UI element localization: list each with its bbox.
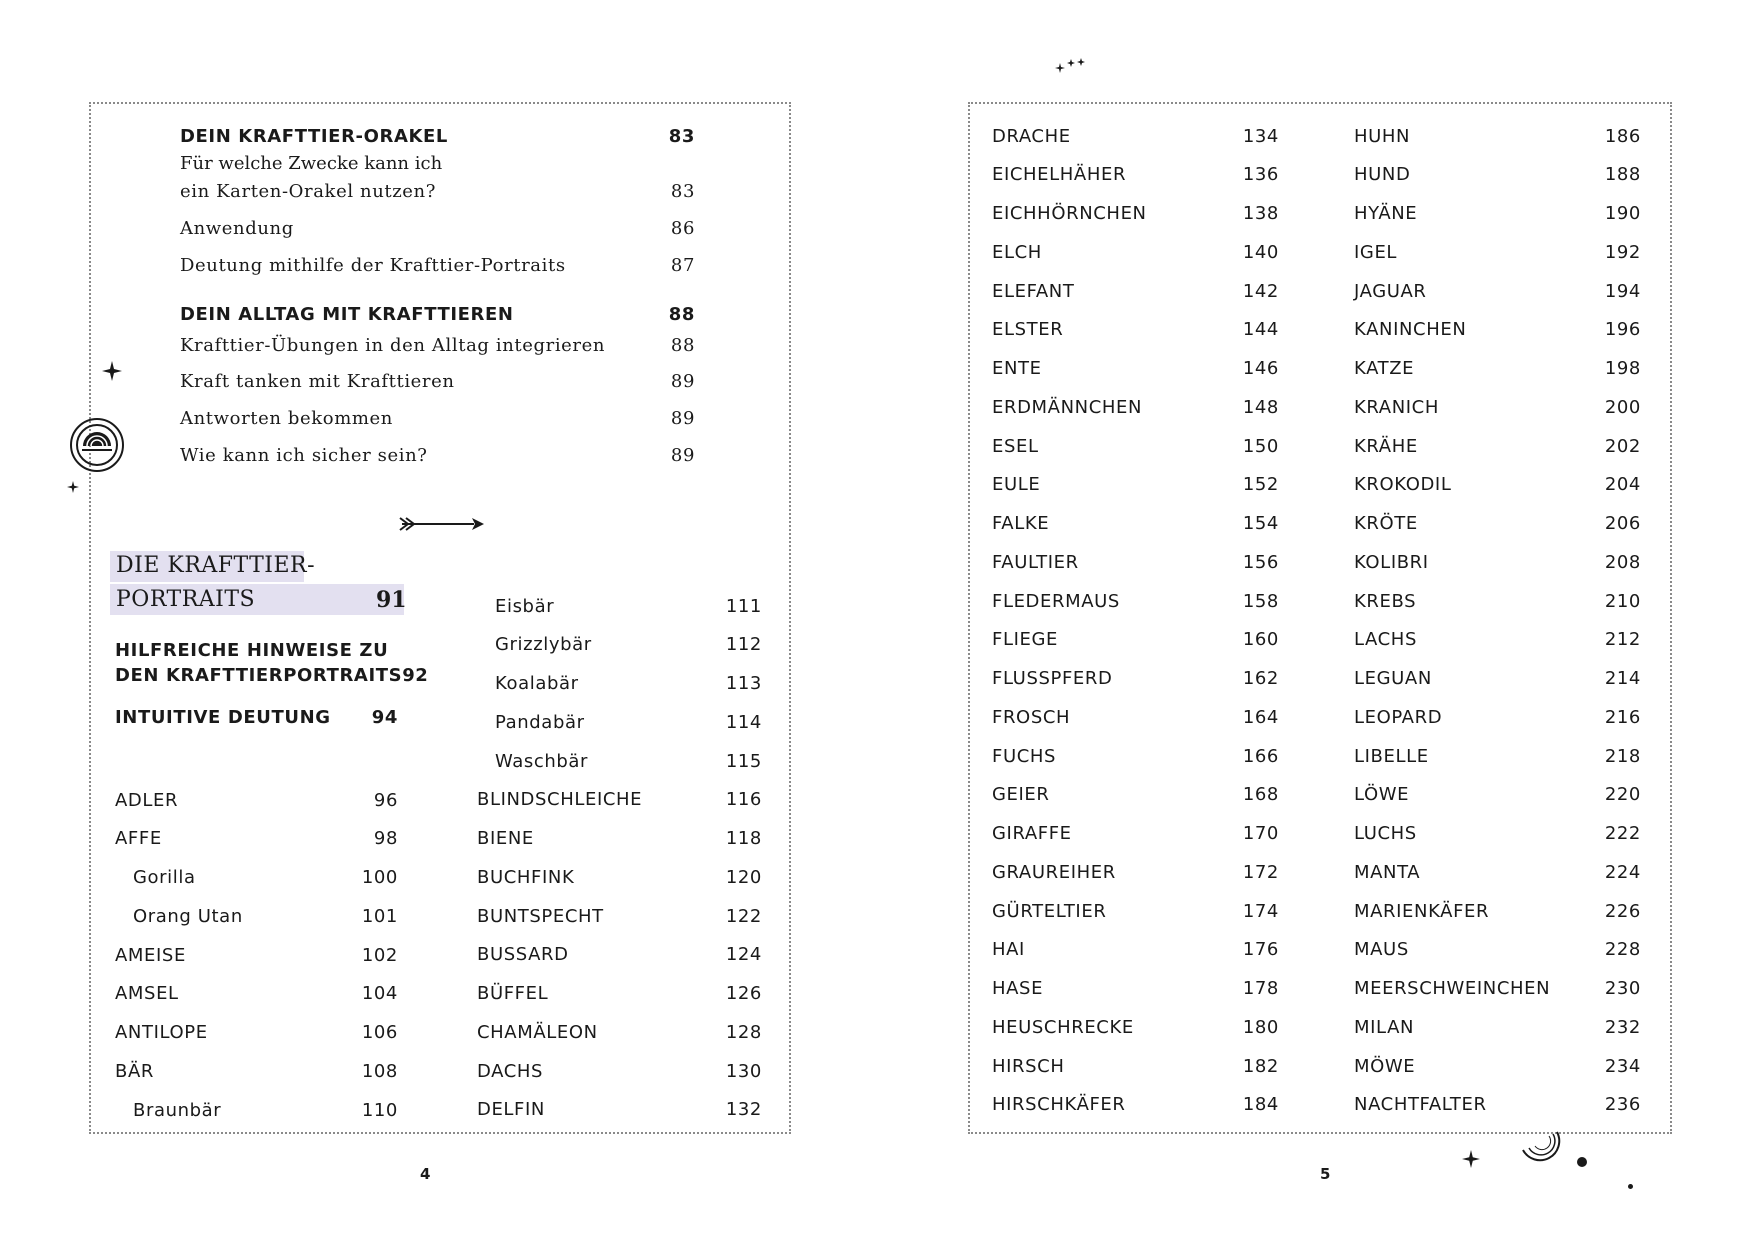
entry-label: BUCHFINK (477, 866, 575, 888)
entry-page: 162 (1242, 668, 1279, 689)
entry-label: Orang Utan (133, 905, 243, 927)
entry-page: 134 (1242, 125, 1279, 147)
entry-page: 138 (1242, 203, 1279, 224)
entry-label: GEIER (992, 784, 1050, 806)
index-entry[interactable] (992, 702, 1279, 732)
entry-page: 136 (1242, 164, 1279, 186)
heading-label: INTUITIVE DEUTUNG (115, 706, 331, 728)
entry-label: HIRSCH (992, 1055, 1065, 1077)
index-entry[interactable] (992, 237, 1279, 267)
entry-page: 158 (1242, 590, 1279, 612)
entry-label: KREBS (1354, 590, 1417, 612)
entry-label: AMSEL (115, 983, 179, 1005)
toc-heading-alltag[interactable] (180, 299, 695, 329)
toc-heading-hinweise[interactable] (115, 660, 429, 690)
index-entry[interactable] (1354, 392, 1641, 422)
heading-page: 92 (402, 664, 429, 686)
entry-page: 83 (670, 180, 695, 202)
entry-page: 174 (1242, 900, 1279, 922)
page-number-left: 4 (420, 1165, 431, 1183)
index-entry[interactable] (1354, 431, 1641, 461)
index-entry[interactable] (1354, 276, 1641, 306)
entry-page: 140 (1242, 241, 1279, 263)
portraits-title-line2[interactable]: PORTRAITS (116, 587, 256, 612)
index-entry[interactable] (495, 630, 762, 660)
heading-page: 94 (371, 706, 398, 728)
entry-label: DELFIN (477, 1099, 545, 1121)
entry-label: EICHELHÄHER (992, 164, 1127, 186)
entry-label: KROKODIL (1354, 474, 1452, 496)
entry-page: 104 (361, 983, 398, 1005)
index-entry[interactable] (992, 1090, 1279, 1120)
entry-page: 226 (1604, 900, 1641, 922)
index-entry[interactable] (133, 901, 398, 931)
entry-page: 230 (1604, 978, 1641, 999)
entry-label: FLIEGE (992, 629, 1058, 651)
index-entry[interactable] (495, 591, 762, 621)
index-entry[interactable] (992, 1012, 1279, 1042)
entry-label: Pandabär (495, 711, 585, 733)
index-entry[interactable] (115, 940, 398, 970)
entry-label: MEERSCHWEINCHEN (1354, 978, 1551, 999)
entry-label: LEGUAN (1354, 668, 1432, 689)
entry-page: 206 (1604, 513, 1641, 534)
entry-label: BLINDSCHLEICHE (477, 789, 643, 811)
entry-label: BIENE (477, 828, 534, 849)
index-entry[interactable] (1354, 1090, 1641, 1120)
index-entry[interactable] (477, 979, 762, 1009)
entry-page: 178 (1242, 978, 1279, 999)
toc-entry-zwecke[interactable] (180, 176, 695, 206)
entry-label: AMEISE (115, 944, 186, 966)
entry-page: 236 (1604, 1094, 1641, 1116)
heading-page: 88 (668, 303, 695, 325)
entry-label: LACHS (1354, 629, 1417, 651)
entry-page: 98 (373, 828, 398, 850)
toc-heading-deutung[interactable] (115, 702, 398, 732)
index-entry[interactable] (477, 862, 762, 892)
entry-page: 124 (725, 944, 762, 966)
index-entry[interactable] (495, 746, 762, 776)
page-number-right: 5 (1320, 1165, 1331, 1183)
crescent-moon-icon (1515, 1120, 1561, 1166)
toc-entry-alltag-3[interactable] (180, 403, 695, 433)
entry-label: HYÄNE (1354, 203, 1418, 224)
index-entry[interactable] (992, 741, 1279, 771)
index-entry[interactable] (992, 935, 1279, 965)
entry-page: 89 (670, 444, 695, 466)
entry-label: KRÄHE (1354, 435, 1418, 457)
entry-page: 132 (725, 1099, 762, 1121)
entry-page: 120 (725, 866, 762, 888)
index-entry[interactable] (1354, 315, 1641, 345)
toc-entry-alltag-1[interactable] (180, 330, 695, 360)
index-entry[interactable] (1354, 896, 1641, 926)
dot-icon (1577, 1157, 1587, 1167)
entry-page: 188 (1604, 164, 1641, 186)
index-entry[interactable] (1354, 1051, 1641, 1081)
entry-label: FROSCH (992, 706, 1071, 728)
entry-page: 220 (1604, 784, 1641, 806)
entry-page: 110 (361, 1099, 398, 1121)
index-entry[interactable] (115, 824, 398, 854)
entry-page: 89 (670, 407, 695, 429)
portraits-title-line1[interactable]: DIE KRAFTTIER- (116, 553, 316, 578)
index-entry[interactable] (1354, 1012, 1641, 1042)
index-entry[interactable] (1354, 974, 1641, 1004)
index-entry[interactable] (477, 940, 762, 970)
spiral-seal-icon (68, 416, 126, 474)
index-entry[interactable] (992, 354, 1279, 384)
index-entry[interactable] (1354, 625, 1641, 655)
entry-label: ERDMÄNNCHEN (992, 396, 1143, 418)
entry-page: 106 (361, 1022, 398, 1043)
index-entry[interactable] (992, 547, 1279, 577)
index-entry[interactable] (992, 974, 1279, 1004)
index-entry[interactable] (992, 199, 1279, 229)
entry-label: Krafttier-Übungen in den Alltag integrieren (180, 334, 606, 356)
entry-label: KRÖTE (1354, 513, 1418, 534)
index-entry[interactable] (133, 863, 398, 893)
entry-page: 126 (725, 983, 762, 1004)
entry-label: HUND (1354, 164, 1411, 186)
entry-page: 114 (725, 711, 762, 733)
toc-entry-anwendung[interactable] (180, 213, 695, 243)
index-entry[interactable] (477, 901, 762, 931)
entry-label: MARIENKÄFER (1354, 900, 1490, 922)
entry-label: FLEDERMAUS (992, 590, 1120, 612)
entry-label: HAI (992, 939, 1025, 961)
entry-page: 89 (670, 370, 695, 392)
entry-label: MILAN (1354, 1016, 1415, 1038)
entry-page: 100 (361, 867, 398, 888)
index-entry[interactable] (1354, 470, 1641, 500)
index-entry[interactable] (1354, 586, 1641, 616)
entry-page: 115 (725, 750, 762, 772)
entry-page: 168 (1242, 784, 1279, 806)
toc-entry-deutung-mithilfe[interactable] (180, 250, 695, 280)
toc-entry-alltag-2[interactable] (180, 366, 695, 396)
entry-page: 212 (1604, 629, 1641, 651)
index-entry[interactable] (992, 509, 1279, 539)
toc-entry-label-line1: Für welche Zwecke kann ich (180, 153, 443, 174)
entry-label: ENTE (992, 358, 1042, 379)
arrow-icon (396, 514, 486, 534)
heading-label: DEIN KRAFTTIER-ORAKEL (180, 125, 449, 147)
index-entry[interactable] (1354, 664, 1641, 694)
index-entry[interactable] (1354, 741, 1641, 771)
entry-page: 172 (1242, 861, 1279, 883)
entry-label: EULE (992, 474, 1041, 496)
entry-label: BÜFFEL (477, 983, 549, 1004)
entry-label: BUNTSPECHT (477, 905, 604, 927)
index-entry[interactable] (1354, 121, 1641, 151)
entry-label: ESEL (992, 435, 1039, 457)
four-point-star-icon (67, 481, 79, 493)
index-entry[interactable] (1354, 509, 1641, 539)
four-point-star-icon (102, 361, 122, 381)
entry-page: 180 (1242, 1016, 1279, 1038)
index-entry[interactable] (115, 1056, 398, 1086)
index-entry[interactable] (477, 824, 762, 854)
index-entry[interactable] (992, 1051, 1279, 1081)
entry-label: KATZE (1354, 358, 1415, 379)
index-entry[interactable] (1354, 160, 1641, 190)
entry-label: BÄR (115, 1060, 154, 1082)
entry-page: 113 (725, 673, 762, 694)
entry-label: Kraft tanken mit Krafttieren (180, 370, 455, 392)
entry-label: GÜRTELTIER (992, 900, 1107, 922)
entry-label: HIRSCHKÄFER (992, 1094, 1126, 1116)
index-entry[interactable] (992, 470, 1279, 500)
entry-page: 182 (1242, 1055, 1279, 1077)
index-entry[interactable] (1354, 547, 1641, 577)
entry-label: MÖWE (1354, 1055, 1416, 1077)
index-entry[interactable] (477, 1017, 762, 1047)
index-entry[interactable] (992, 625, 1279, 655)
entry-page: 190 (1604, 203, 1641, 224)
entry-label: FAULTIER (992, 551, 1079, 573)
index-entry[interactable] (495, 669, 762, 699)
entry-page: 108 (361, 1060, 398, 1082)
entry-label: ein Karten-Orakel nutzen? (180, 180, 436, 202)
entry-page: 184 (1242, 1094, 1279, 1116)
index-entry[interactable] (477, 1095, 762, 1125)
index-entry[interactable] (133, 1095, 398, 1125)
index-entry[interactable] (1354, 702, 1641, 732)
entry-label: Braunbär (133, 1099, 222, 1121)
portraits-title-page: 91 (376, 587, 407, 613)
entry-label: KOLIBRI (1354, 551, 1429, 573)
index-entry[interactable] (992, 819, 1279, 849)
entry-label: Eisbär (495, 595, 555, 617)
entry-page: 112 (725, 634, 762, 656)
entry-page: 146 (1242, 358, 1279, 379)
entry-page: 164 (1242, 706, 1279, 728)
entry-page: 128 (725, 1021, 762, 1043)
entry-label: MANTA (1354, 861, 1421, 883)
entry-page: 148 (1242, 396, 1279, 418)
index-entry[interactable] (477, 785, 762, 815)
entry-page: 86 (670, 217, 695, 239)
index-entry[interactable] (1354, 935, 1641, 965)
index-entry[interactable] (992, 121, 1279, 151)
entry-page: 208 (1604, 551, 1641, 573)
entry-page: 152 (1242, 474, 1279, 496)
toc-heading-hinweise-line1: HILFREICHE HINWEISE ZU (115, 640, 389, 661)
entry-label: Waschbär (495, 750, 589, 772)
entry-page: 142 (1242, 280, 1279, 302)
index-entry[interactable] (992, 276, 1279, 306)
entry-label: HASE (992, 978, 1044, 999)
index-entry[interactable] (992, 315, 1279, 345)
entry-page: 192 (1604, 241, 1641, 263)
index-entry[interactable] (992, 896, 1279, 926)
entry-label: Gorilla (133, 867, 196, 888)
entry-page: 150 (1242, 435, 1279, 457)
entry-label: GRAUREIHER (992, 861, 1116, 883)
entry-label: Antworten bekommen (180, 407, 393, 429)
entry-page: 160 (1242, 629, 1279, 651)
entry-label: ELSTER (992, 319, 1064, 341)
index-entry[interactable] (992, 780, 1279, 810)
entry-label: DACHS (477, 1060, 544, 1082)
index-entry[interactable] (992, 431, 1279, 461)
entry-page: 144 (1242, 319, 1279, 341)
entry-page: 186 (1604, 125, 1641, 147)
entry-label: Koalabär (495, 673, 579, 694)
entry-page: 101 (361, 905, 398, 927)
entry-label: FALKE (992, 513, 1050, 534)
entry-page: 218 (1604, 745, 1641, 767)
entry-page: 202 (1604, 435, 1641, 457)
index-entry[interactable] (115, 979, 398, 1009)
toc-entry-alltag-4[interactable] (180, 440, 695, 470)
entry-label: ANTILOPE (115, 1022, 208, 1043)
entry-page: 210 (1604, 590, 1641, 612)
heading-label: DEN KRAFTTIERPORTRAITS (115, 664, 403, 686)
entry-page: 196 (1604, 319, 1641, 341)
entry-page: 170 (1242, 823, 1279, 844)
index-entry[interactable] (992, 664, 1279, 694)
index-entry[interactable] (1354, 857, 1641, 887)
entry-page: 96 (373, 789, 398, 811)
entry-page: 111 (725, 595, 762, 617)
entry-page: 198 (1604, 358, 1641, 379)
index-entry[interactable] (992, 160, 1279, 190)
entry-label: JAGUAR (1354, 280, 1427, 302)
entry-label: NACHTFALTER (1354, 1094, 1487, 1116)
entry-label: FLUSSPFERD (992, 668, 1113, 689)
index-entry[interactable] (1354, 819, 1641, 849)
entry-page: 234 (1604, 1055, 1641, 1077)
entry-label: Grizzlybär (495, 634, 592, 656)
index-entry[interactable] (115, 785, 398, 815)
entry-label: LUCHS (1354, 823, 1417, 844)
entry-label: Anwendung (180, 217, 294, 239)
entry-page: 156 (1242, 551, 1279, 573)
entry-page: 87 (670, 254, 695, 276)
entry-page: 224 (1604, 861, 1641, 883)
entry-label: LEOPARD (1354, 706, 1443, 728)
entry-page: 166 (1242, 745, 1279, 767)
entry-label: AFFE (115, 828, 162, 850)
entry-page: 228 (1604, 939, 1641, 961)
index-entry[interactable] (1354, 199, 1641, 229)
entry-page: 88 (670, 334, 695, 356)
index-entry[interactable] (992, 586, 1279, 616)
entry-page: 214 (1604, 668, 1641, 689)
index-entry[interactable] (477, 1056, 762, 1086)
index-entry[interactable] (992, 857, 1279, 887)
heading-page: 83 (668, 125, 695, 147)
dot-icon (1628, 1184, 1633, 1189)
entry-label: KANINCHEN (1354, 319, 1467, 341)
entry-label: IGEL (1354, 241, 1398, 263)
entry-label: CHAMÄLEON (477, 1021, 598, 1043)
entry-page: 102 (361, 944, 398, 966)
entry-label: DRACHE (992, 125, 1071, 147)
entry-page: 118 (725, 828, 762, 849)
entry-page: 194 (1604, 280, 1641, 302)
entry-page: 154 (1242, 513, 1279, 534)
entry-label: ELCH (992, 241, 1042, 263)
entry-label: Wie kann ich sicher sein? (180, 444, 428, 466)
entry-page: 216 (1604, 706, 1641, 728)
entry-label: ELEFANT (992, 280, 1075, 302)
entry-label: FUCHS (992, 745, 1057, 767)
entry-page: 176 (1242, 939, 1279, 961)
entry-label: ADLER (115, 789, 179, 811)
entry-page: 204 (1604, 474, 1641, 496)
entry-page: 130 (725, 1060, 762, 1082)
entry-label: MAUS (1354, 939, 1409, 961)
entry-label: LÖWE (1354, 784, 1410, 806)
toc-heading-orakel[interactable] (180, 121, 695, 151)
entry-label: HUHN (1354, 125, 1411, 147)
index-entry[interactable] (1354, 354, 1641, 384)
entry-page: 200 (1604, 396, 1641, 418)
four-point-star-icon (1462, 1150, 1480, 1168)
entry-page: 222 (1604, 823, 1641, 844)
entry-label: Deutung mithilfe der Krafttier-Portraits (180, 254, 566, 276)
heading-label: DEIN ALLTAG MIT KRAFTTIEREN (180, 303, 514, 325)
index-entry[interactable] (495, 707, 762, 737)
four-point-star-icon (1054, 55, 1088, 77)
entry-label: EICHHÖRNCHEN (992, 203, 1147, 224)
entry-label: KRANICH (1354, 396, 1439, 418)
entry-page: 116 (725, 789, 762, 811)
entry-label: GIRAFFE (992, 823, 1072, 844)
entry-label: BUSSARD (477, 944, 569, 966)
index-entry[interactable] (115, 1018, 398, 1048)
index-entry[interactable] (992, 392, 1279, 422)
entry-label: HEUSCHRECKE (992, 1016, 1134, 1038)
entry-page: 232 (1604, 1016, 1641, 1038)
entry-page: 122 (725, 905, 762, 927)
entry-label: LIBELLE (1354, 745, 1429, 767)
index-entry[interactable] (1354, 780, 1641, 810)
index-entry[interactable] (1354, 237, 1641, 267)
